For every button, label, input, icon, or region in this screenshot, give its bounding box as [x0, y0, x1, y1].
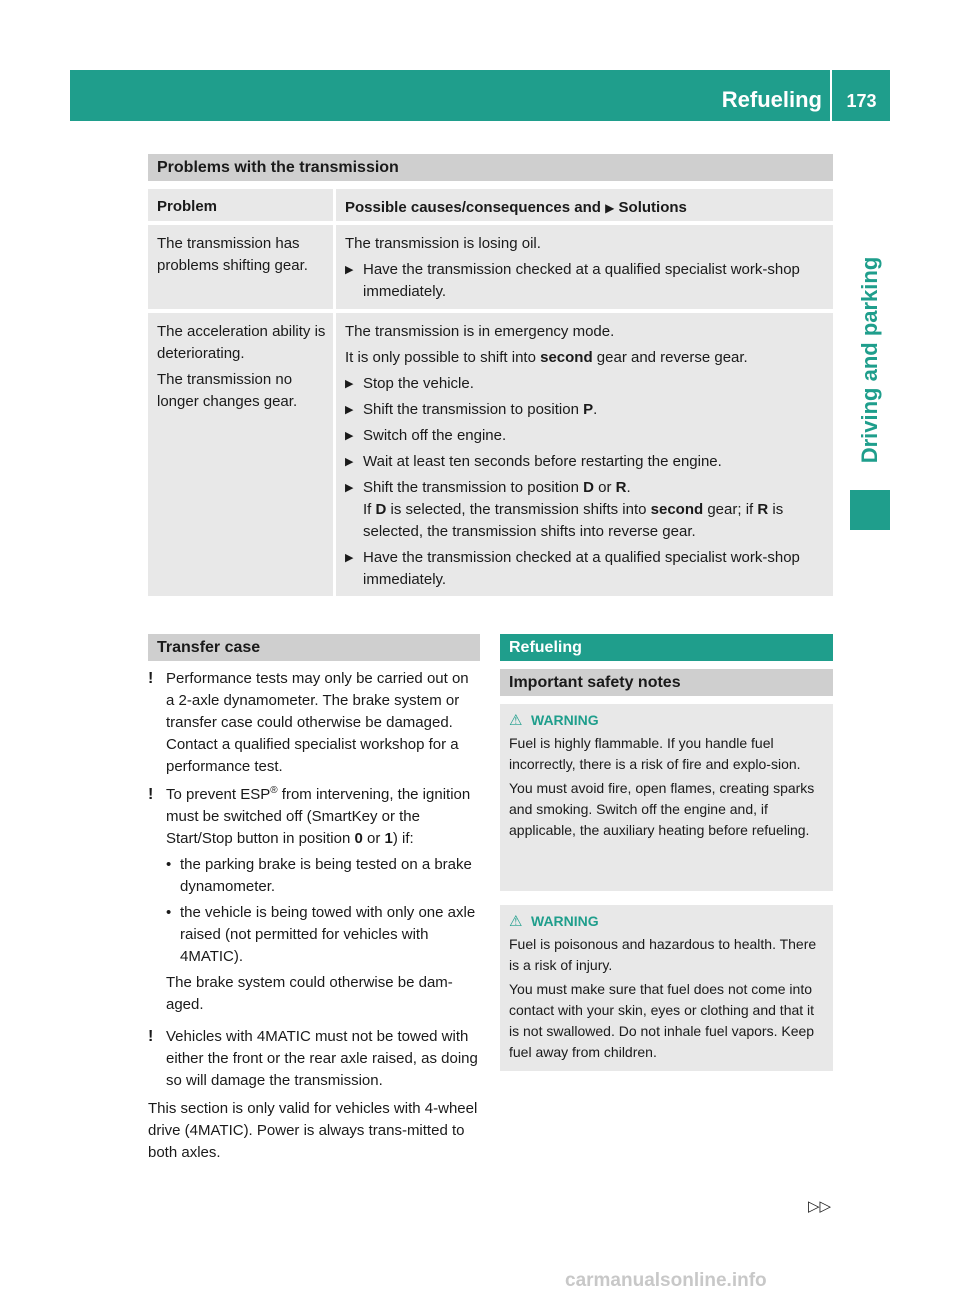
solution-step: [345, 477, 827, 543]
refueling-section-band: [500, 634, 833, 661]
table-row: [148, 313, 833, 596]
header-divider: [830, 70, 832, 121]
notice-block: [148, 668, 480, 778]
step-part: gear; if: [707, 501, 754, 518]
notice-part: from intervening, the ignition must be switched off (SmartKey or the Start/Stop button in position: [166, 786, 471, 847]
header-cell-solutions: [336, 189, 833, 221]
problem-text: The transmission has problems shifting gear.: [157, 235, 308, 274]
warning-label: WARNING: [531, 712, 599, 728]
safety-notes-band: [500, 669, 833, 696]
warning-label: WARNING: [531, 913, 599, 929]
bullet-text: the parking brake is being tested on a brake dynamometer.: [180, 856, 472, 895]
header-causes-text: Possible causes/consequences and: [345, 199, 601, 216]
triangle-right-icon: ▶: [345, 552, 354, 564]
step-text: Shift the transmission to position P.: [363, 401, 598, 418]
table-title-band: [148, 154, 833, 181]
problem-cell: [148, 313, 333, 596]
solution-cell: [336, 313, 833, 596]
cause-text: [345, 347, 827, 369]
bullet-item: [166, 854, 480, 898]
warning-box: [500, 905, 833, 1071]
side-chapter-tab: [850, 245, 890, 475]
solution-step: [345, 547, 827, 591]
transfer-case-band: [148, 634, 480, 661]
warning-triangle-icon: ⚠: [509, 913, 523, 930]
notice-text: The brake system could otherwise be dam-aged.: [166, 974, 453, 1013]
step-bold: P: [583, 401, 594, 418]
header-solutions-text: Solutions: [618, 199, 687, 216]
step-text: Shift the transmission to position D or R. If D is selected, the transmission shifts into second gear; if R is selected, the transmission shifts into reverse gear.: [363, 479, 784, 540]
problem-cell: [148, 225, 333, 309]
page-number: 173: [846, 91, 877, 111]
step-bold: D: [375, 501, 387, 518]
header-title: Refueling: [721, 87, 822, 112]
triangle-right-icon: ▶: [345, 482, 354, 494]
step-text: Switch off the engine.: [363, 427, 507, 444]
step-part: is selected, the transmission shifts into reverse gear.: [363, 501, 784, 540]
exclamation-icon: !: [148, 670, 154, 687]
transfer-case-content: [148, 668, 480, 1168]
warning-text: You must avoid fire, open flames, creating sparks and smoking. Switch off the engine and, if applicable, the auxiliary heating before refueling.: [509, 780, 815, 838]
step-bold: R: [615, 479, 627, 496]
warning-text: Fuel is highly flammable. If you handle fuel incorrectly, there is a risk of fire and explo-sion.: [509, 735, 801, 772]
warning-header: [509, 911, 825, 932]
exclamation-icon: !: [148, 786, 154, 803]
side-marker-block: [850, 490, 890, 530]
step-part: Shift the transmission to position: [363, 401, 579, 418]
warning-header: [509, 710, 825, 731]
bullet-icon: •: [166, 904, 172, 921]
triangle-right-icon: ▶: [345, 378, 354, 390]
step-bold: second: [650, 501, 704, 518]
step-part: Shift the transmission to position: [363, 479, 579, 496]
notice-block: [148, 1026, 480, 1092]
notice-body: [166, 784, 480, 1020]
exclamation-icon: !: [148, 1028, 154, 1045]
triangle-right-icon: ▶: [345, 430, 354, 442]
side-chapter-label: Driving and parking: [857, 256, 882, 464]
cause-bold: second: [540, 349, 593, 366]
warning-triangle-icon: ⚠: [509, 712, 523, 729]
notice-text: [166, 784, 480, 850]
cause-text: The transmission is in emergency mode.: [345, 323, 615, 340]
notice-text: Performance tests may only be carried out on a 2-axle dynamometer. The brake system or transfer case could otherwise be damaged. Contact a qualified specialist workshop for a performance test.: [166, 670, 469, 775]
bullet-text: the vehicle is being towed with only one axle raised (not permitted for vehicles with 4MATIC).: [180, 904, 476, 965]
warning-box: [500, 704, 833, 891]
refueling-title: Refueling: [509, 639, 582, 656]
step-part: If: [363, 501, 372, 518]
table-title: Problems with the transmission: [157, 159, 399, 176]
step-text: Wait at least ten seconds before restarting the engine.: [363, 453, 722, 470]
body-paragraph: This section is only valid for vehicles with 4-wheel drive (4MATIC). Power is always trans-mitted to both axles.: [148, 1100, 478, 1161]
notice-part: To prevent ESP: [166, 786, 271, 803]
triangle-right-icon: ▶: [605, 201, 615, 215]
solution-step: [345, 425, 827, 447]
table-header-row: [148, 189, 833, 221]
bullet-icon: •: [166, 856, 172, 873]
notice-part: or: [366, 830, 381, 847]
step-text: Have the transmission checked at a qualified specialist work-shop immediately.: [363, 261, 800, 300]
step-bold: R: [757, 501, 769, 518]
step-part: or: [598, 479, 612, 496]
page-header: [70, 70, 890, 121]
notice-block: [148, 784, 480, 1020]
step-bold: D: [583, 479, 594, 496]
warning-text: You must make sure that fuel does not come into contact with your skin, eyes or clothing and that it is not swallowed. Do not inhale fuel vapors. Keep fuel away from children.: [509, 981, 815, 1060]
transfer-case-title: Transfer case: [157, 639, 261, 656]
transmission-table: [148, 189, 833, 600]
registered-mark: ®: [270, 785, 278, 796]
watermark: carmanualsonline.info: [565, 1270, 767, 1291]
notice-text: Vehicles with 4MATIC must not be towed with either the front or the rear axle raised, as doing so will damage the transmission.: [166, 1028, 478, 1089]
triangle-right-icon: ▶: [345, 264, 354, 276]
notice-bold: 0: [354, 830, 363, 847]
triangle-right-icon: ▶: [345, 456, 354, 468]
notice-part: ) if:: [392, 830, 414, 847]
step-text: Stop the vehicle.: [363, 375, 474, 392]
table-row: [148, 225, 833, 309]
triangle-right-icon: ▶: [345, 404, 354, 416]
solution-step: [345, 373, 827, 395]
cause-part: It is only possible to shift into: [345, 349, 536, 366]
warning-text: Fuel is poisonous and hazardous to health. There is a risk of injury.: [509, 936, 817, 973]
solution-cell: [336, 225, 833, 309]
notice-bold: 1: [384, 830, 393, 847]
solution-step: [345, 451, 827, 473]
problem-text: The acceleration ability is deteriorating.: [157, 323, 326, 362]
continue-icon: ▷▷: [808, 1198, 832, 1215]
step-part: is selected, the transmission shifts into: [390, 501, 647, 518]
safety-notes-title: Important safety notes: [509, 674, 681, 691]
problem-text: The transmission no longer changes gear.: [157, 371, 298, 410]
solution-step: [345, 259, 827, 303]
solution-step: [345, 399, 827, 421]
step-text: Have the transmission checked at a qualified specialist work-shop immediately.: [363, 549, 800, 588]
cause-text: The transmission is losing oil.: [345, 235, 541, 252]
header-cell-problem: Problem: [148, 189, 333, 221]
bullet-item: [166, 902, 480, 968]
cause-part: gear and reverse gear.: [596, 349, 748, 366]
